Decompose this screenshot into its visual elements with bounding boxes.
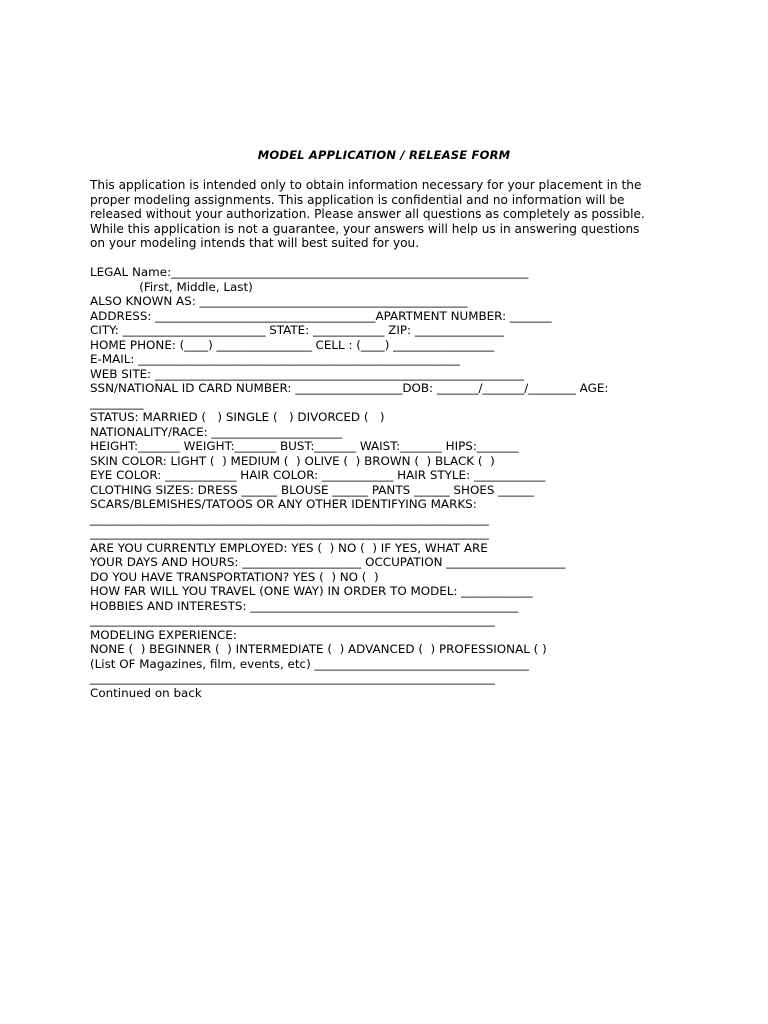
phone-line: HOME PHONE: (____) ________________ CELL : (____) _________________ — [90, 337, 495, 352]
intro-paragraph — [90, 178, 680, 251]
status-line: STATUS: MARRIED ( ) SINGLE ( ) DIVORCED ( ) — [90, 410, 385, 424]
clothing-sizes-line: CLOTHING SIZES: DRESS ______ BLOUSE ______ PANTS ______ SHOES ______ — [90, 482, 534, 497]
application-form — [90, 265, 690, 700]
intro-line: This application is intended only to obtain information necessary for your placement in the — [90, 178, 642, 192]
travel-line: HOW FAR WILL YOU TRAVEL (ONE WAY) IN ORDER TO MODEL: ____________ — [90, 584, 533, 598]
aka-line: ALSO KNOWN AS: _____________________________________________ — [90, 294, 468, 308]
blank-line: ___________________________________________________________________ — [90, 511, 489, 526]
experience-level-line: NONE ( ) BEGINNER ( ) INTERMEDIATE ( ) ADVANCED ( ) PROFESSIONAL ( ) — [90, 642, 547, 656]
intro-line: on your modeling intends that will best suited for you. — [90, 236, 420, 250]
blank-line: ___________________________________________________________________ — [90, 526, 489, 540]
city-line: CITY: ________________________ STATE: ____________ ZIP: _______________ — [90, 323, 505, 337]
age-blank-line: _________ — [90, 395, 144, 410]
transportation-line: DO YOU HAVE TRANSPORTATION? YES ( ) NO ( ) — [90, 569, 379, 584]
employed-line: ARE YOU CURRENTLY EMPLOYED: YES ( ) NO ( ) IF YES, WHAT ARE — [90, 540, 488, 555]
intro-line: While this application is not a guarantee, your answers will help us in answering questions — [90, 221, 640, 236]
address-line: ADDRESS: _____________________________________APARTMENT NUMBER: _______ — [90, 308, 552, 323]
intro-line: proper modeling assignments. This application is confidential and no information will be — [90, 192, 625, 207]
eye-hair-line: EYE COLOR: ____________ HAIR COLOR: ____________ HAIR STYLE: ____________ — [90, 468, 546, 482]
ssn-line: SSN/NATIONAL ID CARD NUMBER: __________________DOB: _______/_______/________ AGE: — [90, 381, 609, 395]
experience-heading: MODELING EXPERIENCE: — [90, 627, 237, 642]
blank-line: ____________________________________________________________________ — [90, 671, 495, 685]
magazines-line: (List OF Magazines, film, events, etc) ____________________________________ — [90, 656, 529, 671]
measurements-line: HEIGHT:_______ WEIGHT:_______ BUST:_______ WAIST:_______ HIPS:_______ — [90, 439, 519, 453]
hobbies-line: HOBBIES AND INTERESTS: _____________________________________________ — [90, 598, 519, 613]
form-title: MODEL APPLICATION / RELEASE FORM — [257, 148, 511, 162]
intro-line: released without your authorization. Please answer all questions as completely as possible. — [90, 207, 645, 221]
days-hours-line: YOUR DAYS AND HOURS: ____________________ OCCUPATION ____________________ — [90, 555, 566, 569]
website-line: WEB SITE: ______________________________________________________________ — [90, 366, 525, 381]
blank-line: ____________________________________________________________________ — [90, 613, 495, 627]
skin-color-line: SKIN COLOR: LIGHT ( ) MEDIUM ( ) OLIVE ( ) BROWN ( ) BLACK ( ) — [90, 453, 495, 468]
email-line: E-MAIL: ______________________________________________________ — [90, 352, 460, 366]
continued-note: Continued on back — [90, 685, 202, 700]
name-hint-line: (First, Middle, Last) — [90, 279, 253, 294]
nationality-line: NATIONALITY/RACE: ______________________ — [90, 424, 343, 439]
legal-name-line: LEGAL Name:____________________________________________________________ — [90, 265, 529, 279]
marks-line: SCARS/BLEMISHES/TATOOS OR ANY OTHER IDENTIFYING MARKS: — [90, 497, 477, 511]
